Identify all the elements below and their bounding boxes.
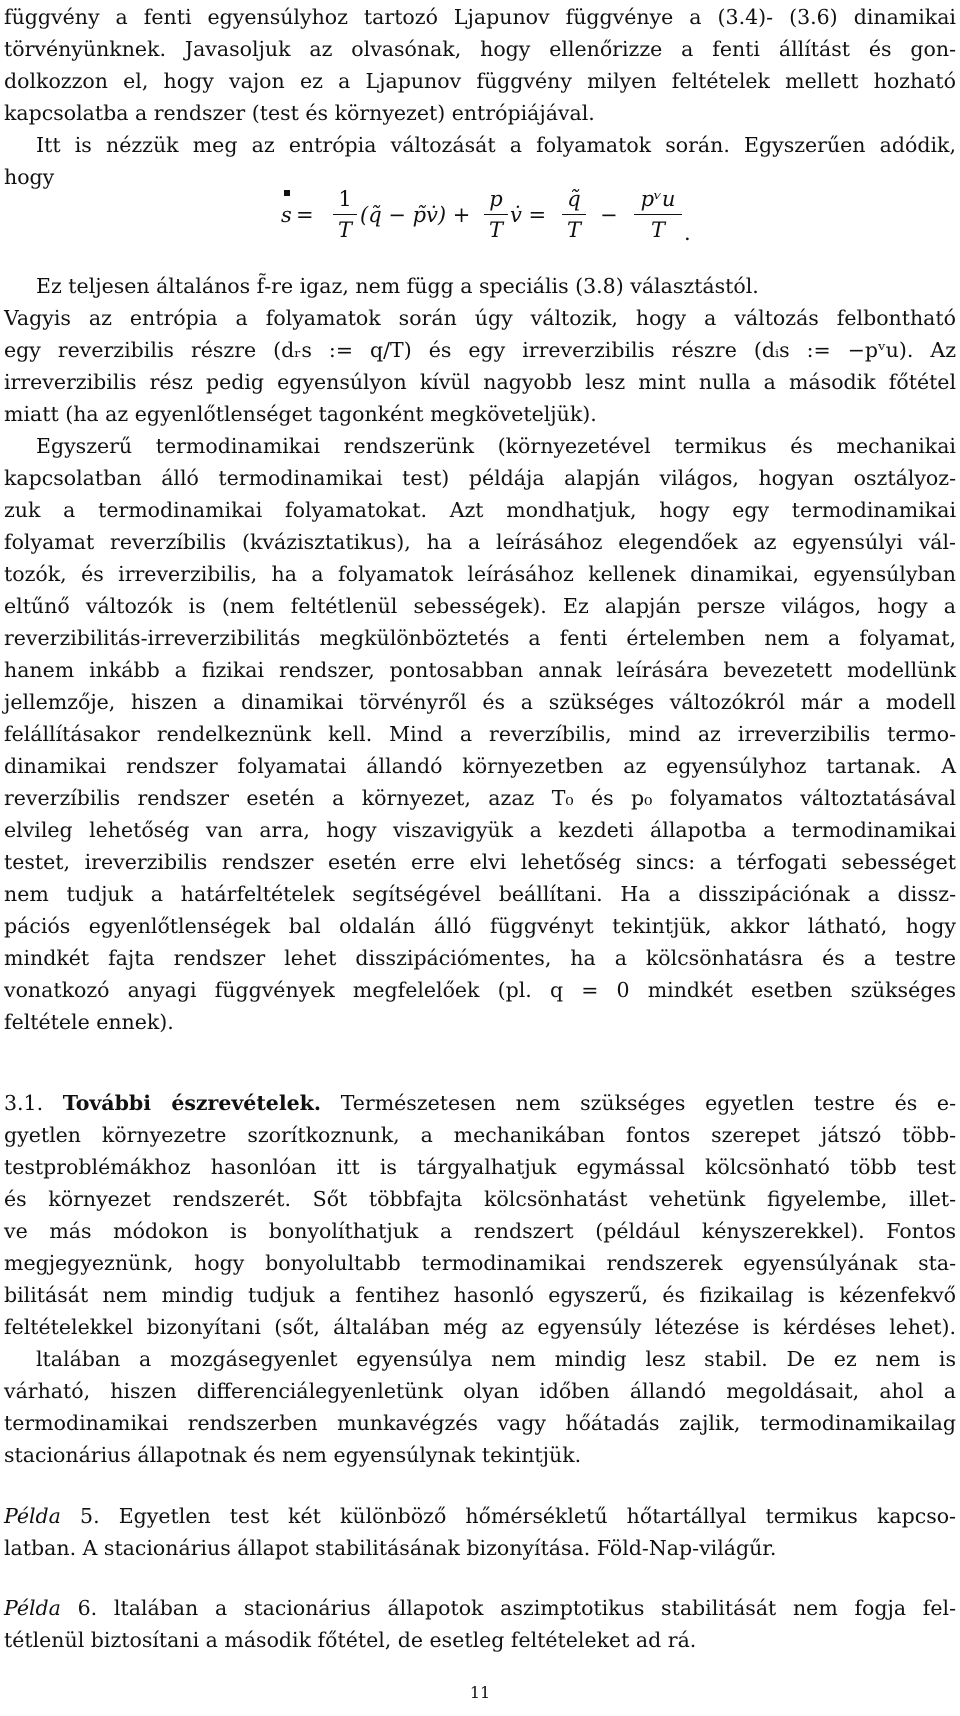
example-text: Egyetlen test két különböző hőmérsékletű hőtartállyal termikus kapcso- [99,1504,956,1528]
text-line: termodinamikai rendszerben munkavégzés vagy hőátadás zajlik, termodinamikailag [4,1411,956,1435]
fraction-denominator: T [484,214,508,245]
fraction-numerator: q̃ [567,187,581,211]
text-line: feltételekkel bizonyítani (sőt, általában még az egyensúly létezése is kérdéses lehet). [4,1315,956,1339]
text-line: mindkét fajta rendszer lehet disszipációmentes, ha a kölcsönhatásra és a testre [4,946,956,970]
entropy-equation [0,178,960,266]
text-line: Egyszerű termodinamikai rendszerünk (környezetével termikus és mechanikai [36,434,956,458]
text-line: vonatkozó anyagi függvények megfelelőek (pl. q = 0 mindkét esetben szükséges [4,978,956,1002]
equation-lhs: s [281,203,292,227]
text-line: bilitását nem mindig tudjuk a fentihez hasonló egyszerű, és fizikailag is kézenfekvő [4,1283,956,1307]
fraction-denominator: T [333,214,357,245]
text-line: kapcsolatba a rendszer (test és környezet) entrópiájával. [4,101,595,125]
text-line: jellemzője, hiszen a dinamikai törvényről és a szükséges változókról már a modell [4,690,956,714]
section-text: Természetesen nem szükséges egyetlen testre és e- [321,1091,956,1115]
example-text: ltalában a stacionárius állapotok aszimptotikus stabilitását nem fogja fel- [97,1596,957,1620]
text-line: elvileg lehetőség van arra, hogy viszavigyük a kezdeti állapotba a termodinamikai [4,818,956,842]
text-line: gyetlen környezetre szorítkoznunk, a mechanikában fontos szerepet játszó több- [4,1123,956,1147]
text-line: törvényünknek. Javasoljuk az olvasónak, hogy ellenőrizze a fenti állítást és gon- [4,37,956,61]
text-line: reverzíbilis rendszer esetén a környezet, azaz T₀ és p₀ folyamatos változtatásával [4,786,956,810]
fraction-denominator: T [562,214,586,245]
equation-period: . [684,221,691,245]
text-line: megjegyeznünk, hogy bonyolultabb termodinamikai rendszerek egyensúlyának sta- [4,1251,956,1275]
equation-minus: − [600,203,618,227]
text-line: függvény a fenti egyensúlyhoz tartozó Ljapunov függvénye a (3.4)- (3.6) dinamikai [4,5,956,29]
time-derivative-dot [284,190,290,196]
text-line: testproblémákhoz hasonlóan itt is tárgyalhatjuk egymással kölcsönható több test [4,1155,956,1179]
text-line: stacionárius állapotnak és nem egyensúlynak tekintjük. [4,1443,582,1467]
example-5-first-line [4,1501,956,1531]
text-line: feltétele ennek). [4,1010,174,1034]
text-line: nem tudjuk a határfeltételek segítségével beállítani. Ha a disszipációnak a dissz- [4,882,956,906]
example-number: 6. [60,1596,98,1620]
text-line: hanem inkább a fizikai rendszer, pontosabban annak leírására bevezetett modellünk [4,658,956,682]
example-number: 5. [60,1504,100,1528]
text-line: latban. A stacionárius állapot stabilitásának bizonyítása. Föld-Nap-világűr. [4,1536,777,1560]
equation-equals: = [296,203,314,227]
fraction-4 [634,184,682,245]
text-line: reverzibilitás-irreverzibilitás megkülönböztetés a fenti értelemben nem a folyamat, [4,626,956,650]
fraction-1 [333,184,357,245]
fraction-2 [484,184,508,245]
text-line: felállításakor rendelkeznünk kell. Mind a reverzíbilis, mind az irreverzibilis termo- [4,722,956,746]
text-line: hogy [4,165,55,189]
fraction-numerator: 1 [338,187,352,211]
fraction-numerator: pᵛu [640,187,676,211]
text-line: eltűnő változók is (nem feltétlenül sebességek). Ez alapján persze világos, hogy a [4,594,956,618]
text-line: kapcsolatban álló termodinamikai test) példája alapján világos, hogyan osztályoz- [4,466,956,490]
text-line: dinamikai rendszer folyamatai állandó környezetben az egyensúlyhoz tartanak. A [4,754,956,778]
text-line: és környezet rendszerét. Sőt többfajta kölcsönhatást vehetünk figyelembe, illet- [4,1187,956,1211]
text-line: zuk a termodinamikai folyamatokat. Azt mondhatjuk, hogy egy termodinamikai [4,498,956,522]
example-label: Példa [4,1504,61,1528]
text-line: Ez teljesen általános f̃-re igaz, nem függ a speciális (3.8) választástól. [36,274,759,298]
page-number: 11 [469,1683,491,1702]
text-line: folyamat reverzíbilis (kvázisztatikus), ha a leírásához elegendőek az egyensúlyi vál- [4,530,956,554]
text-line: várható, hiszen differenciálegyenletünk olyan időben állandó megoldásait, ahol a [4,1379,956,1403]
text-line: miatt (ha az egyenlőtlenséget tagonként megköveteljük). [4,402,597,426]
text-line: Vagyis az entrópia a folyamatok során úgy változik, hogy a változás felbontható [4,306,956,330]
section-number: 3.1. [4,1091,44,1115]
text-line: tozók, és irreverzibilis, ha a folyamatok leírásához kellenek dinamikai, egyensúlyban [4,562,956,586]
text-line: pációs egyenlőtlenségek bal oldalán álló függvényt tekintjük, akkor látható, hogy [4,914,956,938]
section-title: További észrevételek. [62,1091,322,1115]
text-line: testet, ireverzibilis rendszer esetén erre elvi lehetőség sincs: a térfogati sebességet [4,850,956,874]
example-label: Példa [4,1596,61,1620]
fraction-denominator: T [634,214,682,245]
equation-term: (q̃ − p̃v̇) + [360,203,471,227]
example-6-first-line [4,1593,956,1623]
equation-term: v̇ = [510,203,547,227]
fraction-numerator: p [489,187,503,211]
section-first-line [4,1088,956,1118]
text-line: irreverzibilis rész pedig egyensúlyon kívül nagyobb lesz mint nulla a második főtétel [4,370,956,394]
text-line: tétlenül biztosítani a második főtétel, de esetleg feltételeket ad rá. [4,1628,697,1652]
text-line: dolkozzon el, hogy vajon ez a Ljapunov függvény milyen feltételek mellett hozható [4,69,956,93]
text-line: ltalában a mozgásegyenlet egyensúlya nem mindig lesz stabil. De ez nem is [36,1347,956,1371]
fraction-3 [562,184,586,245]
text-line: Itt is nézzük meg az entrópia változását a folyamatok során. Egyszerűen adódik, [36,133,956,157]
text-line: egy reverzibilis részre (dᵣs := q/T) és egy irreverzibilis részre (dᵢs := −pᵛu). Az [4,338,956,362]
text-line: ve más módokon is bonyolíthatjuk a rendszert (például kényszerekkel). Fontos [4,1219,956,1243]
